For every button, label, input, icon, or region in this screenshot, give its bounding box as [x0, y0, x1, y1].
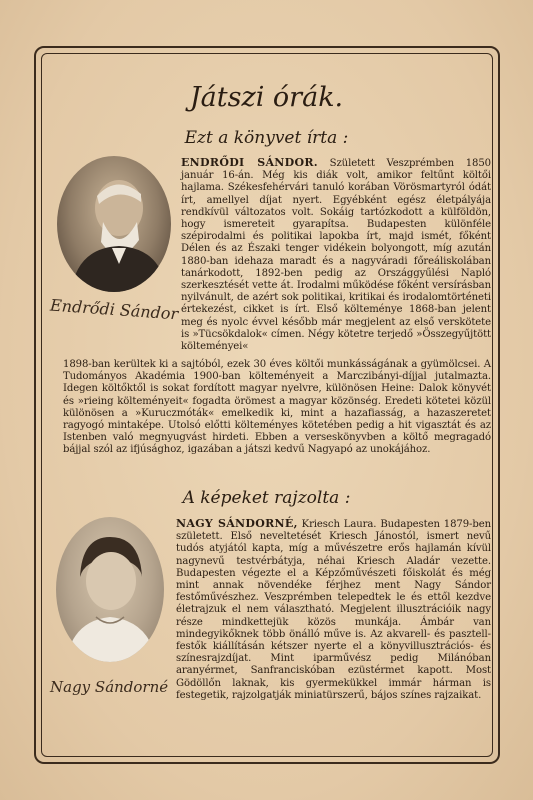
author-heading: Ezt a könyvet írta :	[184, 128, 349, 148]
author-portrait	[57, 156, 171, 292]
author-bio-part2: 1898-ban kerültek ki a sajtóból, ezek 30 éves költői munkásságának a gyümölcsei. A Tudományos Akadémia 1900-ban költeményeit a Marczibányi-díjjal jutalmazta. Idegen költőktől is sokat fordított magyar nyelvre, különösen Heine: Dalok könyvét és »rieing költeményeit« fogadta örömest a magyar közönség. Eredeti kötetei közül különösen a »Kuruczmóták« emelkedik ki, mint a hazafiasság, a hazaszeretet ragyogó mintaképe. Utolsó előtti költeményes kötetében pedig a hit vigasztát és az Istenben való megnyugvást hirdeti. Ebben a verseskönyvben a költő megragadó bájjal szól az ifjúsághoz, igazában a játszi kedvű Nagyapó az unokájához.	[63, 359, 491, 456]
illustrator-portrait-drawing	[56, 517, 164, 662]
illustrator-heading: A képeket rajzolta :	[182, 488, 351, 508]
page-title: Játszi órák.	[189, 82, 344, 113]
illustrator-signature: Nagy Sándorné	[50, 678, 169, 696]
illustrator-bio	[176, 518, 491, 702]
illustrator-name: NAGY SÁNDORNÉ,	[176, 517, 298, 530]
author-signature: Endrődi Sándor	[49, 295, 179, 324]
author-bio-part1	[181, 157, 491, 353]
illustrator-portrait	[56, 517, 164, 662]
author-name: ENDRŐDI SÁNDOR.	[181, 156, 318, 169]
author-portrait-drawing	[57, 156, 171, 292]
illustrator-bio-text: Kriesch Laura. Budapesten 1879-ben született. Első neveltetését Kriesch Jánostól, ismert nevű tudós atyjától kapta, míg a művészetre erős hajlamán kívül nagynevű testvérbátyja, néhai Kriesch Aladár vezette. Budapesten végezte el a Képzőművészeti főiskolát és még mint annak növendéke férjhez ment Nagy Sándor festőművészhez. Veszprémben telepedtek le és ettől kezdve életrajzuk el nem választható. Megjelent illusztrációik nagy része mindkettejük közös munkája. Ámbár van mindegyikőknek több önálló műve is. Az akvarell- és pasztell-festők kiállításán kétszer nyerte el a könyvillusztrációs- és színesrajzdíjat. Mint iparművész pedig Milánóban aranyérmet, Sanfranciskóban ezüstérmet kapott. Most Gödöllőn laknak, kis gyermekükkel immár hárman is festegetik, rajzolgatják miniatürszerű, bájos színes rajzaikat.	[176, 519, 491, 701]
author-bio-text1: Született Veszprémben 1850 január 16-án. Még kis diák volt, amikor feltűnt költői hajlama. Székesfehérvári tanuló korában Vörösmartyról ódát írt, amellyel díjat nyert. Egyébként egész életpályája rendkívül változatos volt. Sokáig tartózkodott a külföldön, hogy ismereteit gyarapítsa. Budapesten különféle szépirodalmi és politikai lapokba írt, majd ismét, főként Délen és az Északi tenger vidékein bolyongott, míg azután 1880-ban idehaza maradt és a nagyváradi főreáliskolában tanárkodott, 1892-ben pedig az Országgyűlési Napló szerkesztését vette át. Irodalmi működése főként versírásban nyilvánult, de azért sok politikai, kritikai és irodalomtörténeti értekezést, cikket is írt. Első költeménye 1868-ban jelent meg és nyolc évvel később már megjelent az első verskötete is »Tücsökdalok« címen. Négy kötetre terjedő »Összegyűjtött költeményei«	[181, 158, 492, 353]
